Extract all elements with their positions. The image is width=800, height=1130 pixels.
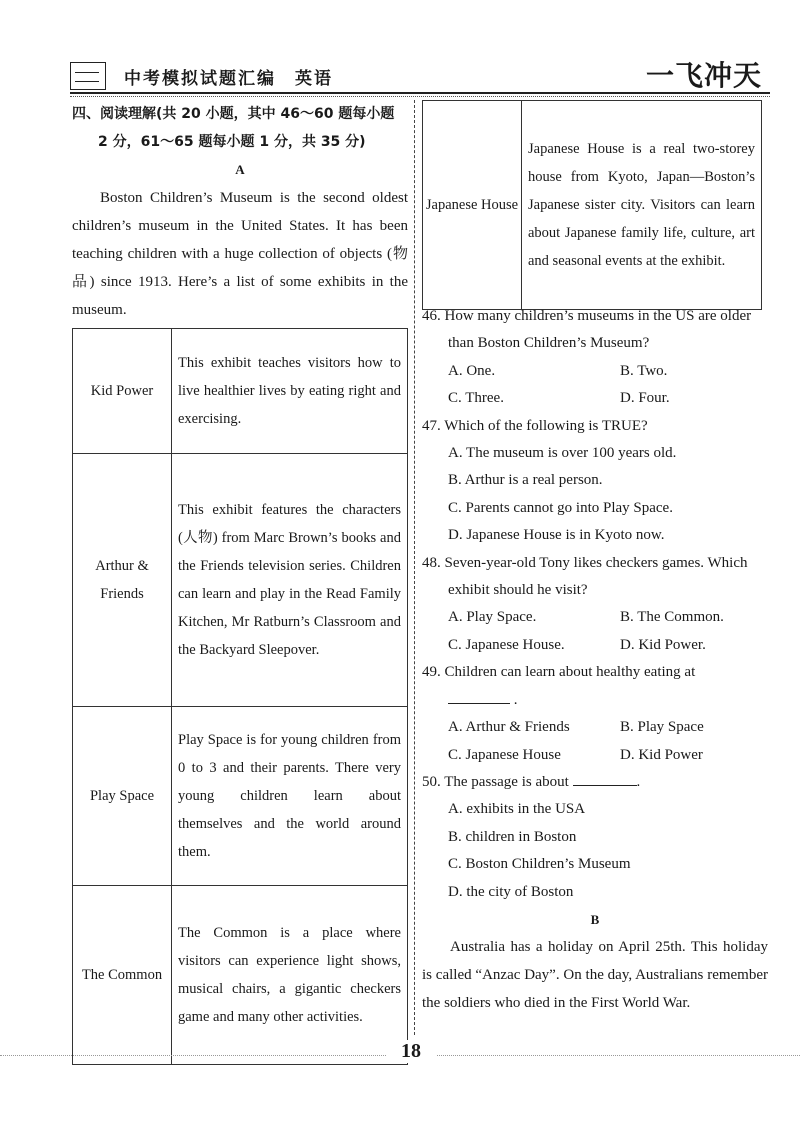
option: B. children in Boston [448, 828, 577, 845]
exhibit-desc: Japanese House is a real two-storey house from Kyoto, Japan—Boston’s Japanese sister city. Visitors can learn about Japanese family life, culture, art and seasonal events at the exhibit. [522, 101, 762, 310]
exhibit-desc: This exhibit teaches visitors how to live healthier lives by eating right and exercising. [172, 329, 408, 454]
option: C. Japanese House. [448, 636, 565, 653]
question-stem: 46. How many children’s museums in the US are older than Boston Children’s Museum? [422, 308, 752, 352]
header-rule-dotted [70, 96, 770, 97]
table-row [423, 101, 762, 310]
question-46 [422, 303, 768, 413]
question-50 [422, 769, 768, 906]
book-logo-icon [70, 62, 106, 90]
table-row [73, 329, 408, 454]
question-stem: 50. The passage is about . [422, 769, 768, 796]
option: A. exhibits in the USA [448, 801, 586, 818]
option: D. Four. [620, 390, 670, 407]
passage-a-text: Boston Children’s Museum is the second oldest children’s museum in the United States. It has been teaching children with a huge collection of objects (物品) since 1913. Here’s a list of some exhibits in the museum. [72, 190, 408, 318]
option: B. Play Space [620, 719, 704, 736]
option: A. Play Space. [448, 609, 537, 626]
column-divider [414, 100, 415, 1035]
section-title [72, 100, 408, 156]
question-options [422, 714, 768, 769]
exhibit-name: Arthur & Friends [73, 454, 172, 707]
table-row [73, 707, 408, 886]
page-number: 18 [386, 1040, 436, 1063]
option: A. One. [448, 362, 496, 379]
table-row [73, 886, 408, 1065]
exhibit-desc: The Common is a place where visitors can experience light shows, musical chairs, a gigantic checkers game and many other activities. [172, 886, 408, 1065]
exhibit-name: Kid Power [73, 329, 172, 454]
exhibit-name: Japanese House [423, 101, 522, 310]
question-options [422, 604, 768, 659]
question-49 [422, 659, 768, 769]
exhibits-table-continued [422, 100, 762, 310]
option: A. Arthur & Friends [448, 719, 570, 736]
exhibit-name: Play Space [73, 707, 172, 886]
left-column [72, 100, 408, 324]
page-header [70, 58, 770, 92]
table-row [73, 454, 408, 707]
question-options [422, 358, 768, 413]
option: A. The museum is over 100 years old. [448, 445, 677, 462]
question-48 [422, 550, 768, 660]
option: D. Japanese House is in Kyoto now. [448, 527, 665, 544]
option: B. The Common. [620, 609, 724, 626]
exhibits-table [72, 328, 408, 1065]
option: D. Kid Power [620, 746, 703, 763]
section-title-line2: 2 分，61～65 题每小题 1 分，共 35 分) [98, 134, 366, 150]
question-stem: 47. Which of the following is TRUE? [422, 417, 648, 434]
exhibit-name: The Common [73, 886, 172, 1065]
question-stem-text: 49. Children can learn about healthy eating at [422, 664, 696, 681]
answer-blank [573, 769, 637, 786]
exhibit-desc: This exhibit features the characters (人物) from Marc Brown’s books and the Friends television series. Children can learn and play in the Read Family Kitchen, Mr Ratburn’s Classroom and the Backyard Sleepover. [172, 454, 408, 707]
exhibit-desc: Play Space is for young children from 0 to 3 and their parents. There very young children learn about themselves and the world around them. [172, 707, 408, 886]
option: C. Three. [448, 390, 504, 407]
question-stem-text: 50. The passage is about [422, 773, 569, 790]
option: D. Kid Power. [620, 636, 706, 653]
option: B. Arthur is a real person. [448, 472, 603, 489]
option: C. Boston Children’s Museum [448, 856, 631, 873]
header-title: 中考模拟试题汇编 英语 [124, 69, 333, 89]
header-rule [70, 92, 770, 94]
question-stem: 49. Children can learn about healthy eating at . [422, 664, 696, 708]
option: D. the city of Boston [448, 883, 574, 900]
question-47 [422, 413, 768, 550]
option: C. Japanese House [448, 746, 561, 763]
passage-b-text: Australia has a holiday on April 25th. This holiday is called “Anzac Day”. On the day, Australians remember the soldiers who died in the First World War. [422, 938, 768, 1011]
option: B. Two. [620, 362, 668, 379]
question-stem: 48. Seven-year-old Tony likes checkers games. Which exhibit should he visit? [422, 554, 748, 599]
passage-a-letter: A [235, 162, 245, 177]
answer-blank [448, 687, 510, 704]
brand-logo: 一飞冲天 [645, 59, 762, 92]
passage-b-letter: B [590, 911, 600, 927]
right-column [422, 303, 768, 1017]
section-title-line1: 四、阅读理解(共 20 小题，其中 46～60 题每小题 [72, 106, 395, 122]
option: C. Parents cannot go into Play Space. [448, 499, 673, 516]
